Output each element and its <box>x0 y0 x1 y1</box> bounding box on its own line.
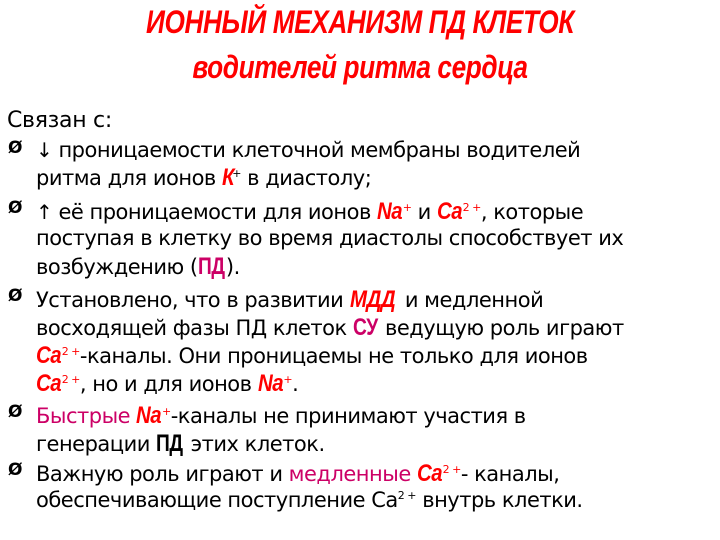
ion-k: К <box>222 164 235 191</box>
ion-ca-charge: 2 + <box>442 463 461 476</box>
bullet-5-line-1-end: - каналы, <box>460 462 560 486</box>
arrow-bullet-icon: Ø <box>8 460 22 480</box>
conjunction-and: и <box>417 200 431 224</box>
ion-ca-charge: 2 + <box>61 345 80 358</box>
ion-na-charge: + <box>161 405 171 418</box>
bullet-3-line-2-start: восходящей фазы ПД клеток <box>36 316 347 340</box>
ion-na: Na <box>377 198 403 225</box>
mdd-abbreviation: МДД <box>349 286 395 313</box>
slow-word: медленные <box>288 462 411 486</box>
ion-na-charge: + <box>402 201 412 214</box>
ca-charge: 2 + <box>397 489 416 502</box>
slide-title-line-1: ИОННЫЙ МЕХАНИЗМ ПД КЛЕТОК <box>146 4 574 40</box>
bullet-1-line-1: проницаемости клеточной мембраны водителей <box>58 138 581 162</box>
ion-ca: Ca <box>36 370 62 397</box>
su-abbreviation: СУ <box>352 314 378 341</box>
arrow-bullet-icon: Ø <box>8 286 22 306</box>
bullet-2-line-3-end: ). <box>225 255 240 279</box>
ion-ca: Ca <box>416 460 443 487</box>
bullet-3-line-1-start: Установлено, что в развитии <box>36 288 344 312</box>
ion-ca-charge: 2 + <box>61 373 80 386</box>
bullet-5-line-2-start: обеспечивающие поступление Са <box>36 488 398 512</box>
bullet-2-line-2: поступая в клетку во время диастолы способствует их <box>36 226 624 250</box>
up-arrow-icon: ↑ <box>36 200 53 224</box>
bullet-3-line-3: -каналы. Они проницаемы не только для ионов <box>79 344 588 368</box>
bullet-2-line-1-end: , которые <box>480 200 584 224</box>
arrow-bullet-icon: Ø <box>8 138 22 158</box>
bullet-2-line-3-start: возбуждению ( <box>36 255 198 279</box>
arrow-bullet-icon: Ø <box>8 402 22 422</box>
bullet-2-line-1-start: её проницаемости для ионов <box>58 200 371 224</box>
bullet-4-line-2-end: этих клеток. <box>190 432 325 456</box>
bullet-5-line-2-end: внутрь клетки. <box>422 488 583 512</box>
intro-text: Связан с: <box>7 108 112 133</box>
down-arrow-icon: ↓ <box>36 138 53 162</box>
pd-abbreviation: ПД <box>197 253 225 280</box>
bullet-1-line-2-end: в диастолу; <box>247 166 372 190</box>
bullet-3-line-4-end: . <box>292 372 299 396</box>
ion-ca: Ca <box>436 198 463 225</box>
ion-na: Na <box>136 402 162 429</box>
ion-ca-charge: 2 + <box>462 201 481 214</box>
bullet-3-line-2-end: ведущую роль играют <box>384 316 624 340</box>
ion-na-charge: + <box>283 373 293 386</box>
slide-title-line-2: водителей ритма сердца <box>192 49 528 85</box>
pd-abbreviation: ПД <box>156 430 183 457</box>
bullet-4-line-1-end: -каналы не принимают участия в <box>170 404 526 428</box>
arrow-bullet-icon: Ø <box>8 198 22 218</box>
ion-ca: Ca <box>36 342 62 369</box>
bullet-4-line-2-start: генерации <box>36 432 150 456</box>
ion-k-charge: + <box>232 167 241 180</box>
fast-word: Быстрые <box>36 404 131 428</box>
bullet-3-line-4-start: , но и для ионов <box>79 372 252 396</box>
ion-na: Na <box>257 370 283 397</box>
bullet-1-line-2-start: ритма для ионов <box>36 166 216 190</box>
bullet-3-line-1-end: и медленной <box>404 288 544 312</box>
bullet-5-line-1-start: Важную роль играют и <box>36 462 283 486</box>
